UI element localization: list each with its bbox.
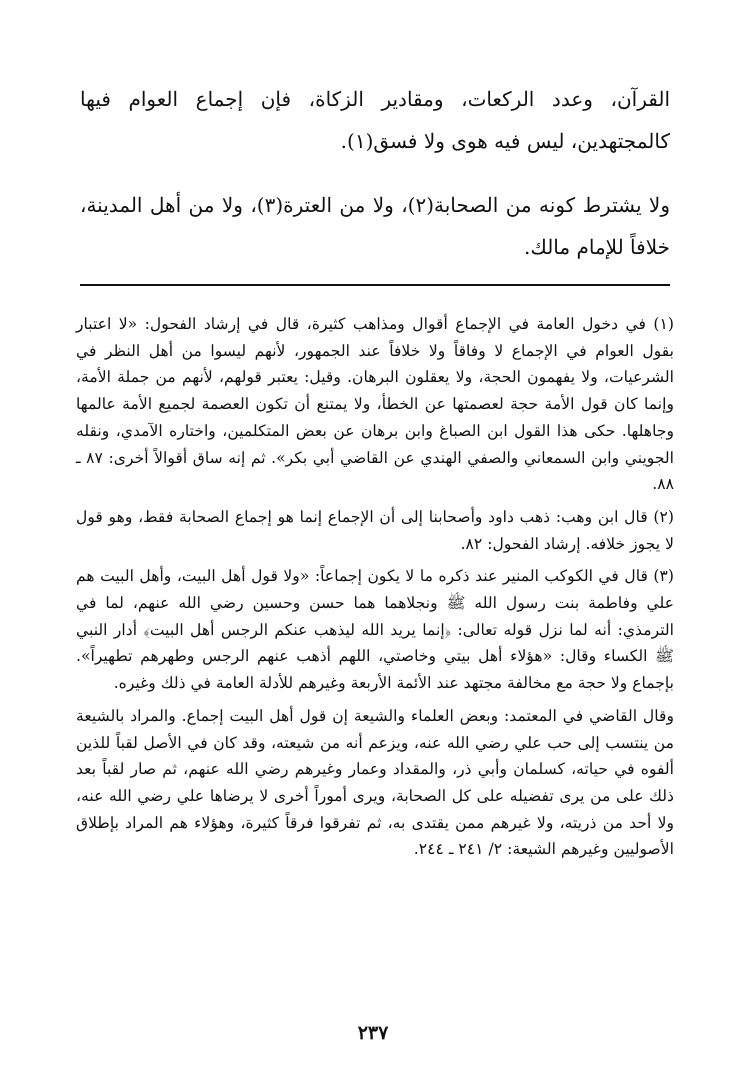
footnotes <box>76 311 674 863</box>
page-number: ٢٣٧ <box>357 1022 389 1044</box>
main-paragraph: ولا يشترط كونه من الصحابة(٢)، ولا من العترة(٣)، ولا من أهل المدينة، خلافاً للإمام مالك. <box>80 193 671 259</box>
footnote: (١) في دخول العامة في الإجماع أقوال ومذاهب كثيرة، قال في إرشاد الفحول: «لا اعتبار بقول العوام في الإجماع لا وفاقاً ولا خلافاً عند الجمهور، لأنهم ليسوا من أهل النظر في الشرعيات، ولا يفهمون الحجة، ولا يعقلون البرهان. وقيل: يعتبر قولهم، لأنهم من جملة الأمة، وإنما كان قول الأمة حجة لعصمتها عن الخطأ، ولا يمتنع أن تكون العصمة لجميع الأمة عالمها وجاهلها. حكى هذا القول ابن الصباغ وابن برهان عن بعض المتكلمين، واختاره الآمدي، ونقله الجويني وابن السمعاني والصفي الهندي عن القاضي أبي بكر». ثم إنه ساق أقوالاً أخرى: ٨٧ ـ ٨٨. <box>76 315 674 494</box>
footnote: (٣) قال في الكوكب المنير عند ذكره ما لا يكون إجماعاً: «ولا قول أهل البيت، وأهل البيت هم علي وفاطمة بنت رسول الله ﷺ ونجلاهما هما حسن وحسين رضي الله عنهم، لما في الترمذي: أنه لما نزل قوله تعالى: ﴿إنما يريد الله ليذهب عنكم الرجس أهل البيت﴾ أدار النبي ﷺ الكساء وقال: «هؤلاء أهل بيتي وخاصتي، اللهم أذهب عنهم الرجس وطهرهم تطهيراً». بإجماع ولا حجة مع مخالفة مجتهد عند الأئمة الأربعة وغيرهم للأدلة العامة في ذلك وغيره. <box>76 567 674 693</box>
footnote-separator <box>80 284 670 286</box>
main-paragraph: القرآن، وعدد الركعات، ومقادير الزكاة، فإن إجماع العوام فيها كالمجتهدين، ليس فيه هوى ولا فسق(١). <box>80 87 670 153</box>
main-text <box>80 78 670 268</box>
footnote-continuation: وقال القاضي في المعتمد: وبعض العلماء والشيعة إن قول أهل البيت إجماع. والمراد بالشيعة من ينتسب إلى حب علي رضي الله عنه، ويزعم أنه من شيعته، وقد كان في الأصل لقباً للذين ألفوه في حياته، كسلمان وأبي ذر، والمقداد وعمار وغيرهم رضي الله عنهم، ثم صار لقباً بعد ذلك على من يرى تفضيله على كل الصحابة، ويرى أموراً أخرى لا يرضاها علي رضي الله عنه، ولا أحد من ذريته، ولا غيرهم ممن يقتدى به، ثم تفرقوا فرقاً كثيرة، وهؤلاء هم المراد بإطلاق الأصوليين وغيرهم الشيعة: ٢/ ٢٤١ ـ ٢٤٤. <box>76 706 674 859</box>
footnote: (٢) قال ابن وهب: ذهب داود وأصحابنا إلى أن الإجماع إنما هو إجماع الصحابة فقط، وهو قول لا يجوز خلافه. إرشاد الفحول: ٨٢. <box>76 507 674 553</box>
